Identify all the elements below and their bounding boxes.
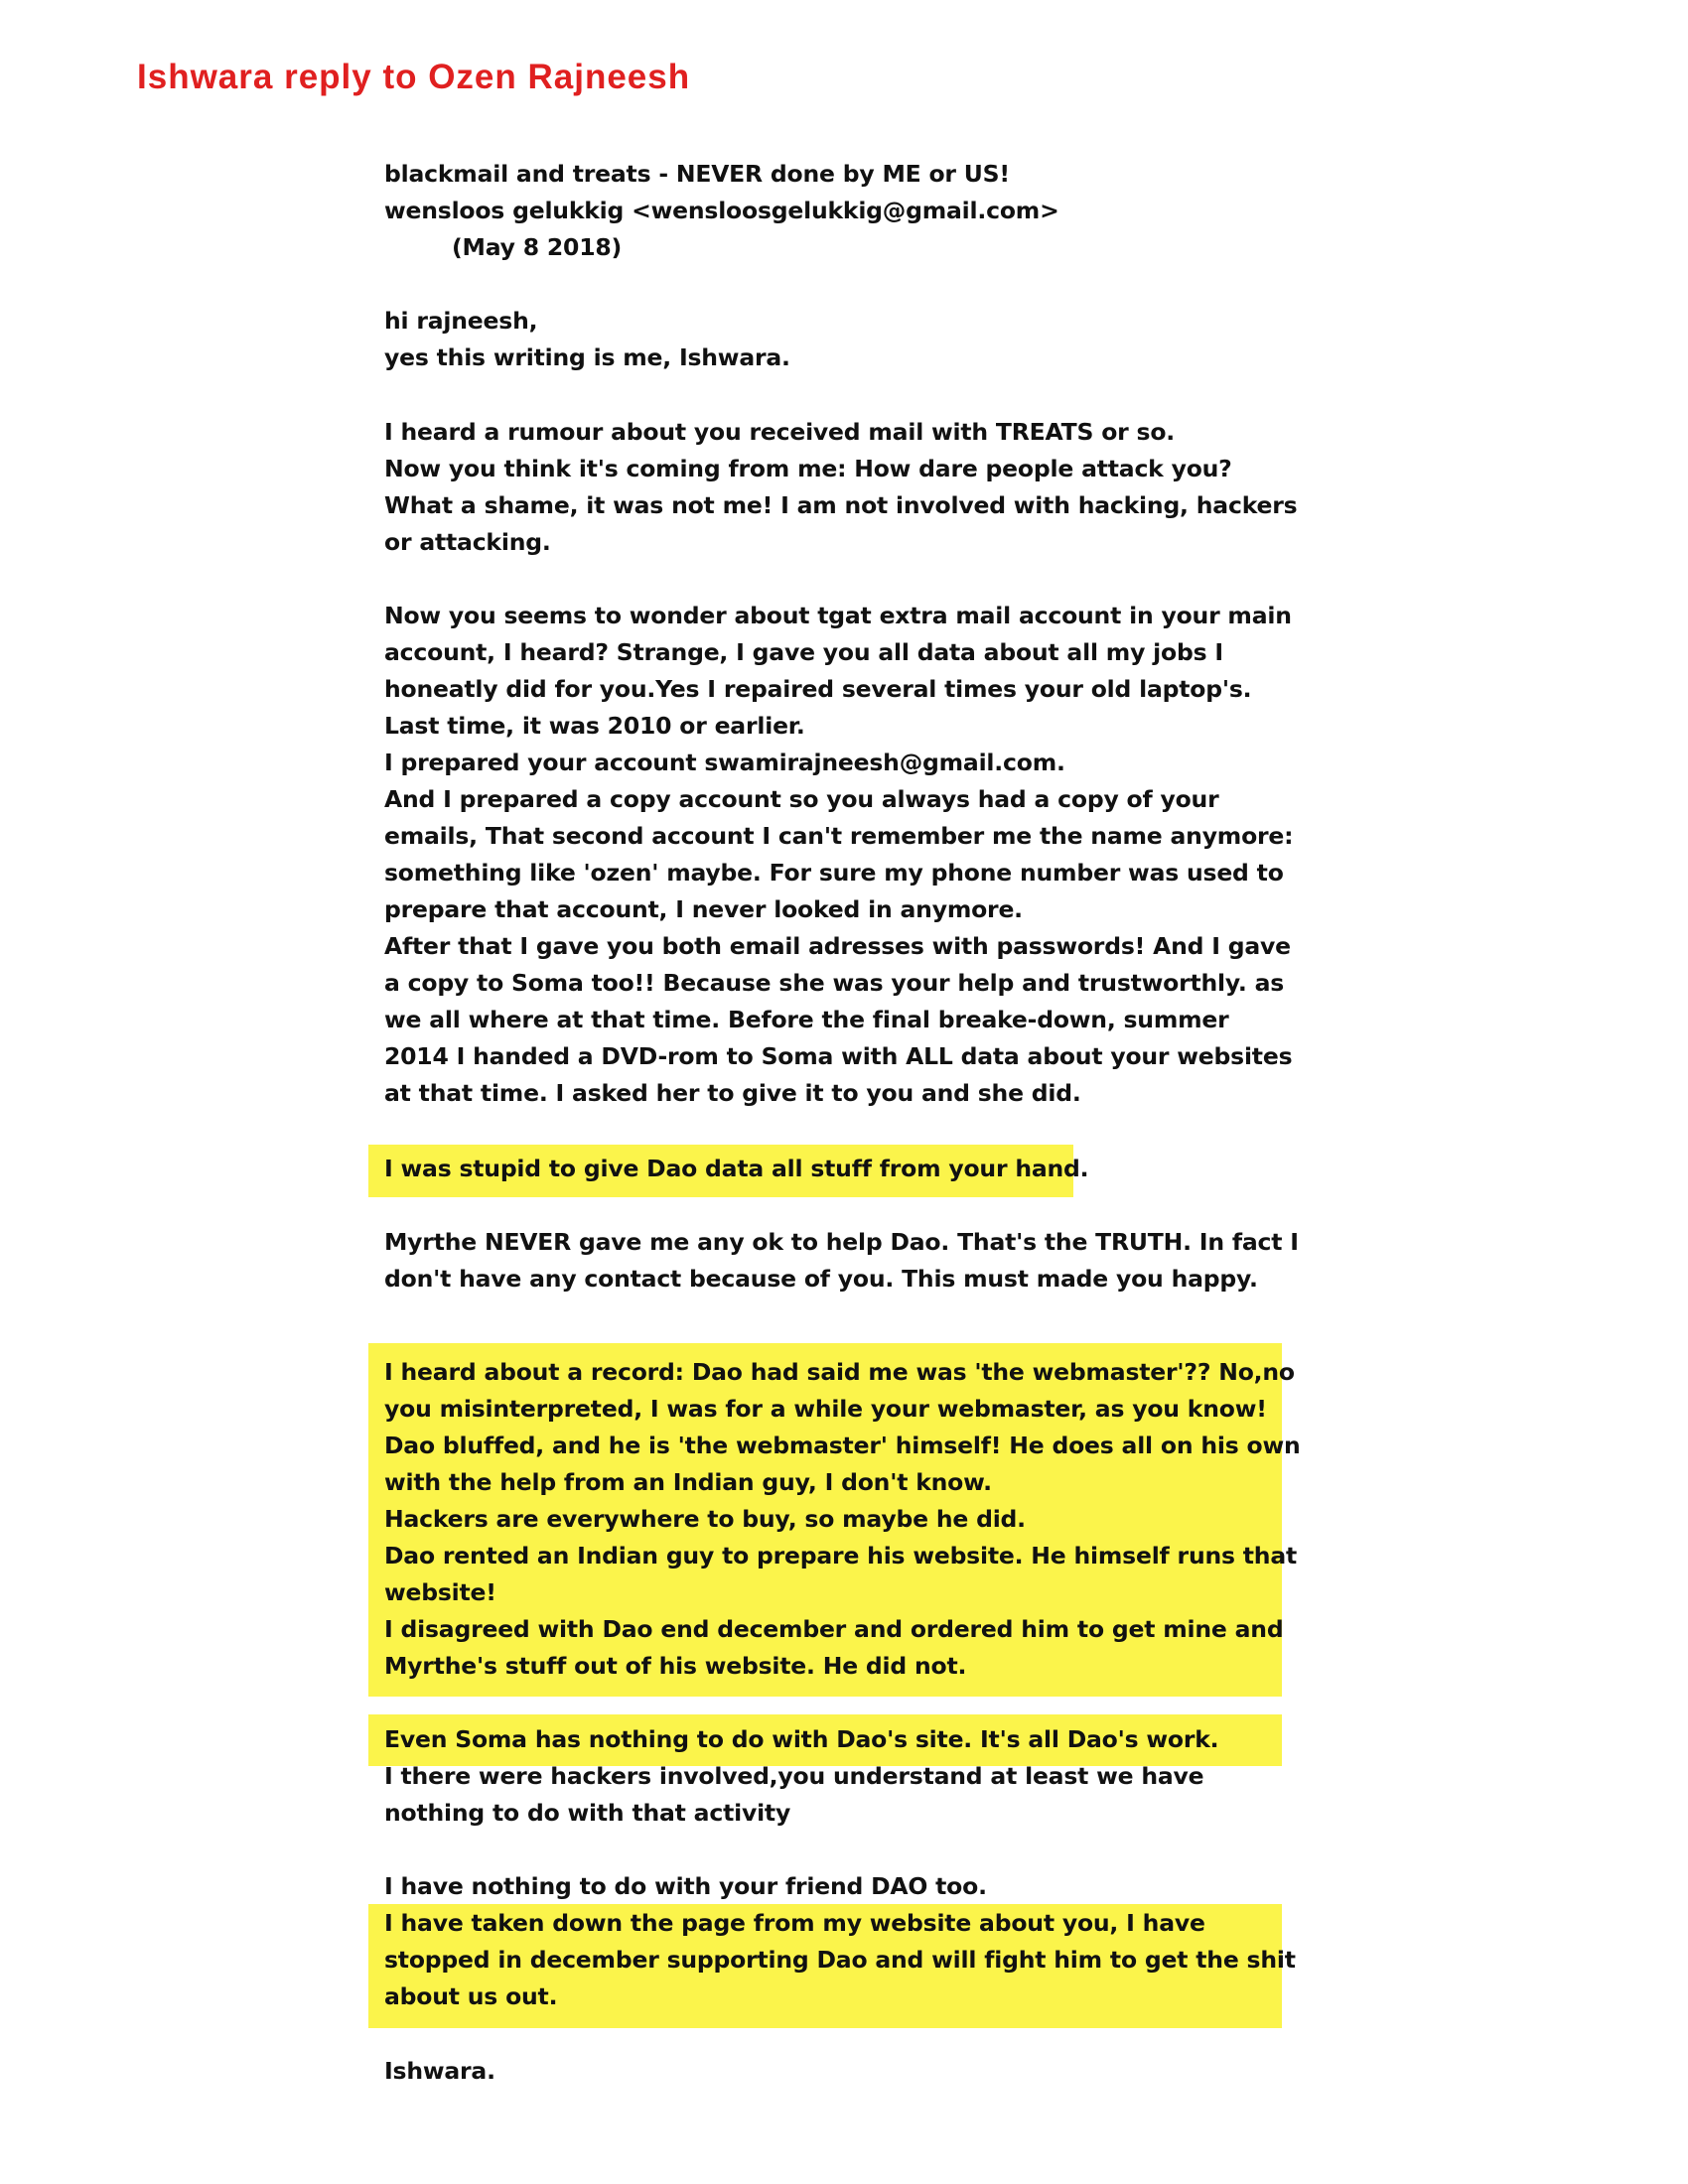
highlighted-line: website! (384, 1578, 496, 1606)
highlighted-line: Dao rented an Indian guy to prepare his website. He himself runs that (384, 1542, 1298, 1570)
email-from: wensloos gelukkig <wensloosgelukkig@gmail.com> (384, 197, 1059, 224)
highlighted-line: about us out. (384, 1982, 558, 2010)
body-line: What a shame, it was not me! I am not involved with hacking, hackers (384, 491, 1298, 519)
signature: Ishwara. (384, 2057, 495, 2085)
highlighted-line: I disagreed with Dao end december and ordered him to get mine and (384, 1615, 1284, 1643)
body-line: a copy to Soma too!! Because she was your help and trustworthly. as (384, 969, 1285, 997)
highlighted-line: I was stupid to give Dao data all stuff from your hand. (384, 1155, 1089, 1182)
body-line: at that time. I asked her to give it to you and she did. (384, 1079, 1081, 1107)
body-line: emails, That second account I can't remember me the name anymore: (384, 822, 1294, 850)
body-line: I heard a rumour about you received mail with TREATS or so. (384, 418, 1175, 446)
greeting: hi rajneesh, (384, 307, 538, 335)
email-date: (May 8 2018) (452, 233, 623, 261)
document-title: Ishwara reply to Ozen Rajneesh (137, 58, 691, 96)
body-line: or attacking. (384, 528, 551, 556)
highlighted-line: Even Soma has nothing to do with Dao's site. It's all Dao's work. (384, 1725, 1219, 1753)
highlighted-line: with the help from an Indian guy, I don't know. (384, 1468, 992, 1496)
highlighted-line: stopped in december supporting Dao and will fight him to get the shit (384, 1946, 1296, 1974)
body-line: After that I gave you both email adresses with passwords! And I gave (384, 932, 1291, 960)
highlighted-line: Hackers are everywhere to buy, so maybe he did. (384, 1505, 1026, 1533)
body-line: And I prepared a copy account so you always had a copy of your (384, 785, 1219, 813)
body-line: Now you think it's coming from me: How dare people attack you? (384, 455, 1232, 482)
highlighted-line: I heard about a record: Dao had said me was 'the webmaster'?? No,no (384, 1358, 1295, 1386)
body-line: prepare that account, I never looked in anymore. (384, 895, 1023, 923)
body-line: we all where at that time. Before the final breake-down, summer (384, 1006, 1229, 1033)
body-line: I there were hackers involved,you understand at least we have (384, 1762, 1204, 1790)
highlighted-line: you misinterpreted, I was for a while your webmaster, as you know! (384, 1395, 1267, 1423)
body-line: I have nothing to do with your friend DAO too. (384, 1872, 987, 1900)
highlighted-line: Dao bluffed, and he is 'the webmaster' himself! He does all on his own (384, 1432, 1301, 1459)
body-line: 2014 I handed a DVD-rom to Soma with ALL data about your websites (384, 1042, 1293, 1070)
body-line: yes this writing is me, Ishwara. (384, 343, 790, 371)
body-line: I prepared your account swamirajneesh@gmail.com. (384, 749, 1065, 776)
email-subject: blackmail and treats - NEVER done by ME or US! (384, 160, 1010, 188)
body-line: don't have any contact because of you. This must made you happy. (384, 1265, 1258, 1293)
body-line: honeatly did for you.Yes I repaired several times your old laptop's. (384, 675, 1252, 703)
body-line: Myrthe NEVER gave me any ok to help Dao. That's the TRUTH. In fact I (384, 1228, 1299, 1256)
highlighted-line: I have taken down the page from my website about you, I have (384, 1909, 1205, 1937)
body-line: Last time, it was 2010 or earlier. (384, 712, 805, 740)
body-line: Now you seems to wonder about tgat extra mail account in your main (384, 602, 1292, 629)
body-line: nothing to do with that activity (384, 1799, 791, 1827)
body-line: account, I heard? Strange, I gave you all data about all my jobs I (384, 638, 1223, 666)
highlighted-line: Myrthe's stuff out of his website. He did not. (384, 1652, 967, 1680)
body-line: something like 'ozen' maybe. For sure my phone number was used to (384, 859, 1284, 887)
